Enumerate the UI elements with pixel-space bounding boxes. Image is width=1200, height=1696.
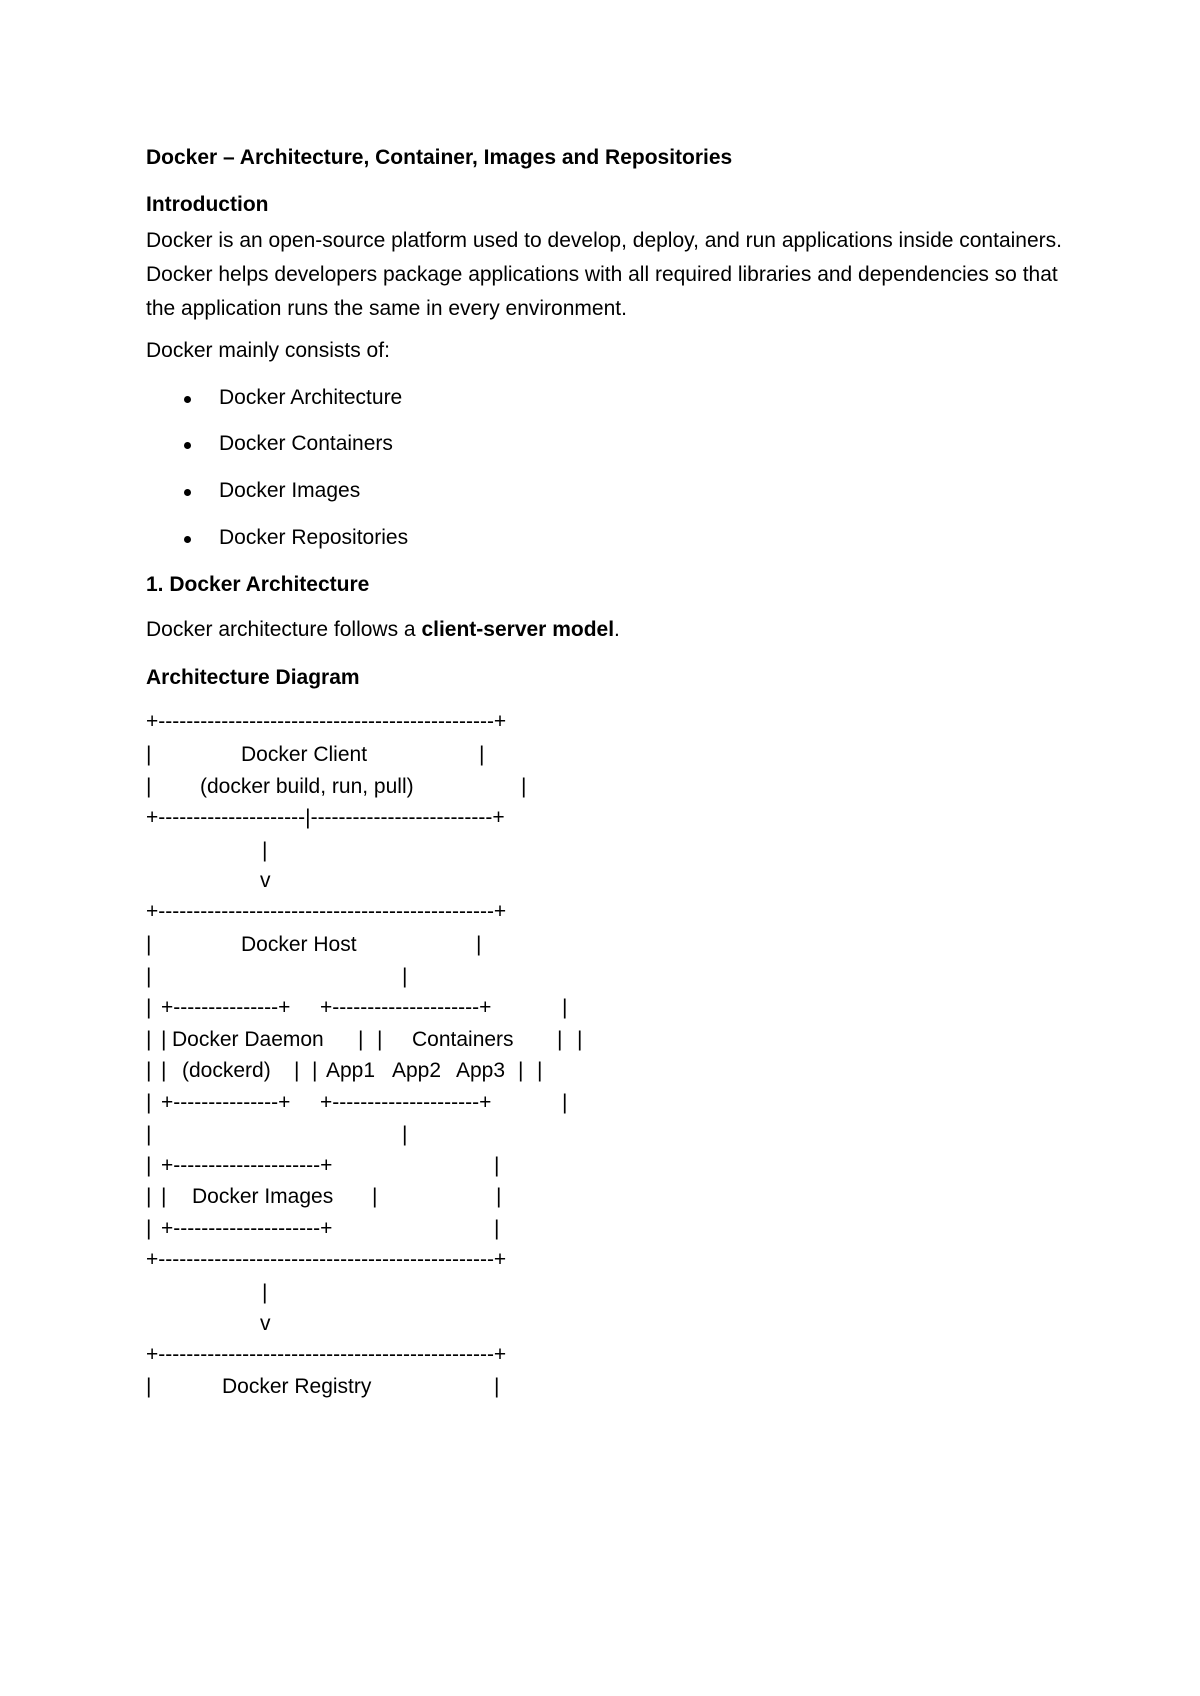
consists-intro: Docker mainly consists of: xyxy=(146,339,390,362)
client-commands: (docker build, run, pull) xyxy=(200,775,414,798)
document-page: Docker – Architecture, Container, Images and Repositories Introduction Docker is an open-source platform used to develop, deploy, and run applications inside containers. Docker helps developers package applications with all required libraries and dependencies so that the application runs the same in every environment. Docker mainly consists of: Docker Architecture Docker Containers Docker Images Docker Repositories 1. Docker Architecture Docker architecture follows a client-server model. Architecture Diagram +------------------------------------------------+ | Docker Client | | (docker build, run, pull) | +---------------------|--------------------------+ | v +------------------------------------------------+ | Docker Host | | | | +---------------+ +---------------------+ | | | Docker Daemon | | Containers | | | | (dockerd) | | App1 App2 App3 | | | +---------------+ +---------------------+ | | | | +---------------------+ | | | Docker Images | | | +---------------------+ | +------------------------------------------------+ | v +------------------------------------------------+ | Docker Registry | xyxy=(146,0,1086,1696)
client-commands-row: | (docker build, run, pull) | xyxy=(146,775,527,798)
inner-boxes-top: | +---------------+ +---------------------+ | xyxy=(146,996,568,1019)
host-title: Docker Host xyxy=(241,933,357,956)
bullet-icon xyxy=(184,442,191,449)
bullet-icon xyxy=(184,489,191,496)
app2-label: App2 xyxy=(392,1059,442,1082)
diagram-heading: Architecture Diagram xyxy=(146,666,360,689)
registry-top-border: +------------------------------------------------+ xyxy=(146,1343,507,1366)
images-row: | | Docker Images | | xyxy=(146,1185,502,1208)
images-box-top: | +---------------------+ | xyxy=(146,1154,500,1177)
bullet-icon xyxy=(184,536,191,543)
containers-label: Containers xyxy=(412,1028,514,1051)
document-title: Docker – Architecture, Container, Images and Repositories xyxy=(146,146,733,169)
dockerd-apps-row: | | (dockerd) | | App1 App2 App3 | | xyxy=(146,1059,543,1082)
app3-label: App3 xyxy=(456,1059,506,1082)
inner-boxes-bottom: | +---------------+ +---------------------+ | xyxy=(146,1091,568,1114)
host-empty-row-2: | | xyxy=(146,1123,408,1146)
daemon-sub: (dockerd) xyxy=(182,1059,271,1082)
app1-label: App1 xyxy=(326,1059,376,1082)
intro-paragraph: Docker is an open-source platform used to develop, deploy, and run applications inside containers. Docker helps developers package applications with all required libraries and dependencies so that the application runs the same in every environment. xyxy=(146,229,1062,320)
host-title-row: | Docker Host | xyxy=(146,933,482,956)
host-empty-row: | | xyxy=(146,965,408,988)
host-bottom-border: +------------------------------------------------+ xyxy=(146,1248,507,1271)
images-label: Docker Images xyxy=(192,1185,334,1208)
section1-heading: 1. Docker Architecture xyxy=(146,573,370,596)
daemon-containers-row: | | Docker Daemon | | Containers | | xyxy=(146,1028,583,1051)
registry-title: Docker Registry xyxy=(222,1375,372,1398)
client-title-row: | Docker Client | xyxy=(146,743,485,766)
host-top-border: +------------------------------------------------+ xyxy=(146,900,507,923)
client-top-border: +------------------------------------------------+ xyxy=(146,710,507,733)
section1-paragraph: Docker architecture follows a client-server model. xyxy=(146,618,620,641)
bullet-icon xyxy=(184,396,191,403)
intro-heading: Introduction xyxy=(146,193,269,216)
client-title: Docker Client xyxy=(241,743,368,766)
registry-title-row: | Docker Registry | xyxy=(146,1375,500,1398)
images-box-bottom: | +---------------------+ | xyxy=(146,1217,500,1240)
client-bottom-border: +---------------------|--------------------------+ xyxy=(146,806,505,829)
daemon-label: Docker Daemon xyxy=(172,1028,324,1051)
